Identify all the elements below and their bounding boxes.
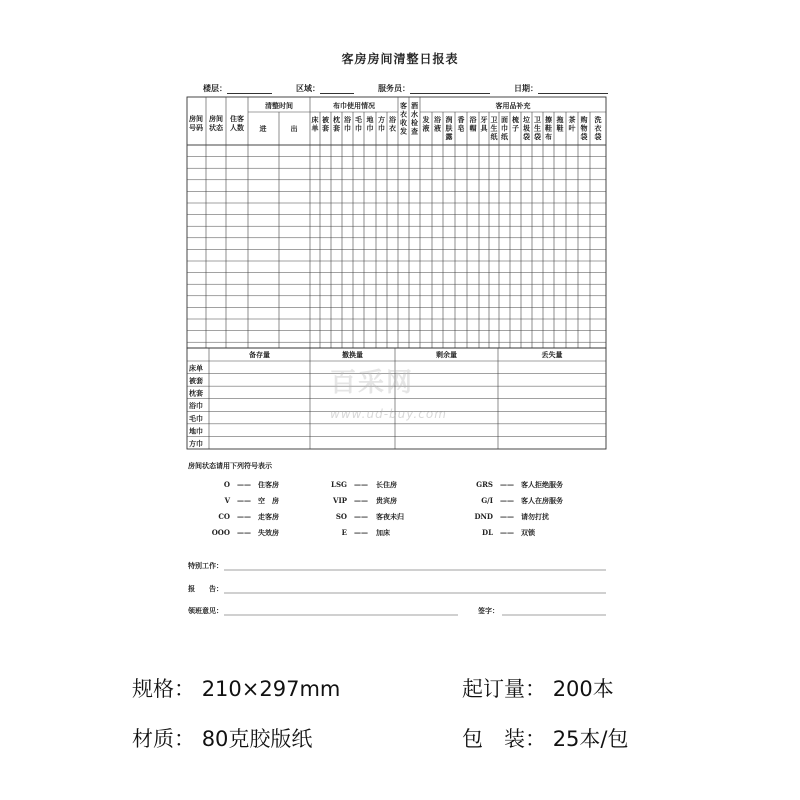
group-clean-time: 清整时间 — [265, 101, 293, 110]
meta-floor-label: 楼层： — [203, 83, 227, 93]
meta-area-label: 区域： — [296, 83, 320, 93]
note-supervisor-label: 领班意见： — [188, 606, 223, 615]
note-special-label: 特别工作： — [188, 561, 223, 570]
col-header: 购物袋 — [580, 115, 588, 141]
material-value: 80克胶版纸 — [201, 727, 313, 751]
col-header: 房间号码 — [189, 114, 203, 132]
col-header: 酒水检查 — [411, 101, 418, 136]
legend-dash: —— — [237, 496, 251, 505]
col-header: 面巾纸 — [501, 115, 508, 141]
legend-code: VIP — [333, 496, 347, 505]
form-title: 客房房间清整日报表 — [341, 52, 459, 66]
summary-row-label: 浴巾 — [189, 401, 203, 411]
legend-dash: —— — [354, 480, 368, 489]
summary-row-label: 床单 — [189, 363, 203, 373]
col-header: 房间状态 — [209, 114, 223, 132]
legend-label: 客夜未归 — [376, 512, 404, 521]
legend-code: SO — [335, 512, 347, 521]
watermark-brand: 百采网 — [330, 368, 415, 398]
legend-dash: —— — [500, 480, 514, 489]
col-header: 方巾 — [378, 115, 385, 133]
group-linen-usage: 布巾使用情况 — [333, 101, 375, 110]
legend-code: LSG — [331, 480, 347, 489]
col-header: 发液 — [422, 115, 430, 133]
moq-line — [462, 673, 614, 703]
legend-code: O — [223, 480, 230, 489]
legend-dash: —— — [237, 480, 251, 489]
col-header: 拖鞋 — [556, 115, 564, 133]
col-header: 床单 — [311, 115, 319, 133]
col-header: 被套 — [322, 115, 329, 133]
col-header: 梳子 — [512, 115, 519, 133]
legend-code: V — [224, 496, 230, 505]
col-header: 浴液 — [434, 115, 441, 133]
legend-dash: —— — [237, 528, 251, 537]
legend-dash: —— — [237, 512, 251, 521]
col-header: 住客人数 — [230, 114, 244, 132]
moq-label: 起订量： — [462, 677, 546, 701]
legend-code: DL — [482, 528, 493, 537]
note-report-label: 报 告： — [188, 584, 223, 593]
meta-attendant-label: 服务员： — [378, 83, 410, 93]
col-header: 出 — [290, 124, 298, 133]
legend-label: 双锁 — [521, 528, 535, 537]
summary-row-label: 地巾 — [189, 426, 203, 436]
summary-row-label: 方巾 — [189, 438, 203, 448]
legend-label: 加床 — [376, 528, 390, 537]
legend-label: 失效房 — [258, 528, 279, 537]
summary-row-label: 毛巾 — [189, 413, 203, 423]
legend-code: CO — [218, 512, 230, 521]
legend-label: 贵宾房 — [376, 496, 397, 505]
note-signature-label: 签字： — [478, 606, 499, 615]
legend-label: 客人在房服务 — [521, 496, 563, 505]
legend-dash: —— — [500, 512, 514, 521]
col-header: 地巾 — [366, 115, 374, 133]
col-header: 进 — [259, 124, 267, 133]
summary-header: 撤换量 — [342, 350, 363, 359]
legend-label: 客人拒绝服务 — [521, 480, 563, 489]
col-header: 浴巾 — [344, 115, 351, 133]
legend-code: E — [341, 528, 347, 537]
legend-label: 住客房 — [258, 480, 279, 489]
legend-label: 长住房 — [376, 480, 397, 489]
legend-dash: —— — [354, 496, 368, 505]
pack-value: 25本/包 — [552, 727, 629, 751]
notes-section — [187, 561, 606, 615]
legend-label: 请勿打扰 — [521, 512, 549, 521]
legend-code: G/I — [481, 496, 493, 505]
spec-line — [132, 673, 340, 703]
legend-dash: —— — [354, 528, 368, 537]
col-header: 枕套 — [333, 115, 340, 133]
col-header: 擦鞋布 — [545, 115, 552, 141]
col-header: 卫生袋 — [534, 115, 541, 141]
group-supplies: 客用品补充 — [495, 101, 531, 110]
pack-label: 包 装： — [462, 727, 546, 751]
col-header: 卫生纸 — [490, 115, 498, 141]
legend-dash: —— — [500, 528, 514, 537]
moq-value: 200本 — [552, 677, 614, 701]
material-line — [132, 723, 312, 753]
legend-dash: —— — [354, 512, 368, 521]
summary-header: 备存量 — [249, 350, 270, 359]
col-header: 香皂 — [457, 115, 465, 133]
col-header: 茶叶 — [568, 115, 576, 133]
col-header: 客衣收发 — [400, 101, 407, 136]
summary-row-label: 被套 — [189, 376, 203, 386]
daily-report-grid — [187, 97, 606, 348]
col-header: 浴帽 — [469, 115, 477, 133]
col-header: 洗衣袋 — [594, 115, 602, 141]
col-header: 润肤露 — [445, 115, 453, 141]
col-header: 毛巾 — [355, 115, 362, 133]
watermark-url: www.ud-buy.com — [330, 407, 447, 421]
summary-header: 丢失量 — [541, 350, 563, 359]
spec-label: 规格： — [132, 677, 195, 701]
col-header: 垃圾袋 — [523, 115, 530, 141]
legend-code: OOO — [211, 528, 230, 537]
legend-code: DND — [474, 512, 493, 521]
summary-header: 剩余量 — [436, 350, 457, 359]
material-label: 材质： — [132, 727, 195, 751]
legend-label: 空 房 — [258, 496, 279, 505]
summary-row-label: 枕套 — [189, 388, 203, 398]
legend-label: 走客房 — [258, 512, 279, 521]
pack-line — [462, 723, 628, 753]
legend-code: GRS — [476, 480, 493, 489]
legend-dash: —— — [500, 496, 514, 505]
meta-date-label: 日期： — [514, 83, 538, 93]
col-header: 牙具 — [480, 115, 488, 133]
col-header: 浴衣 — [389, 115, 396, 133]
legend-title: 房间状态请用下列符号表示 — [188, 461, 272, 470]
room-status-legend — [187, 461, 563, 537]
spec-value: 210×297mm — [201, 677, 341, 701]
